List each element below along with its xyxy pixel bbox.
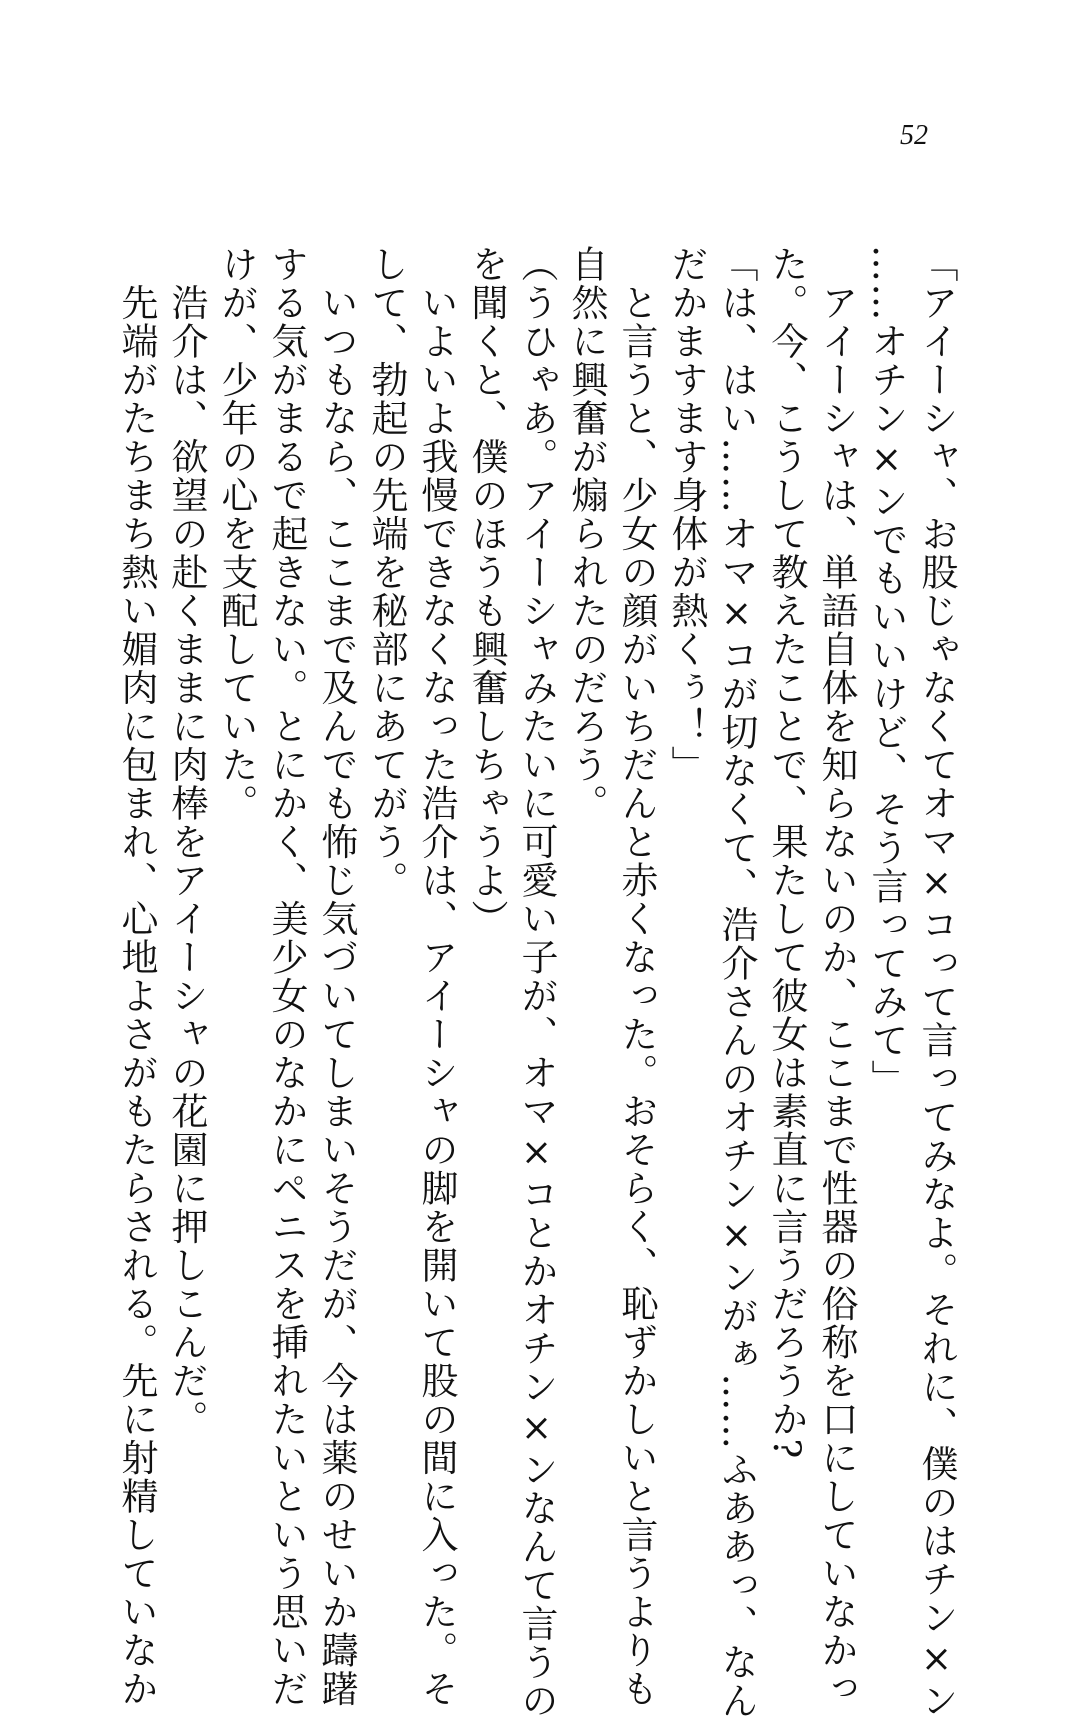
text-line: 自然に興奮が煽られたのだろう。 — [565, 245, 608, 823]
text-line: 浩介は、欲望の赴くままに肉棒をアイーシャの花園に押しこんだ。 — [165, 245, 208, 1439]
text-line: 先端がたちまち熱い媚肉に包まれ、心地よさがもたらされる。先に射精していなか — [115, 245, 158, 1708]
page-number: 52 — [900, 120, 928, 151]
text-line: た。今、こうして教えたことで、果たして彼女は素直に言うだろうか? — [765, 245, 808, 1460]
body-text — [115, 245, 961, 1720]
text-line: けが、少年の心を支配していた。 — [215, 245, 258, 823]
text-line: いつもなら、ここまで及んでも怖じ気づいてしまいそうだが、今は薬のせいか躊躇 — [315, 245, 358, 1708]
text-line: して、勃起の先端を秘部にあてがう。 — [365, 245, 408, 900]
text-line: 「アイーシャ、お股じゃなくてオマ×コって言ってみなよ。それに、僕のはチン×ン — [915, 245, 958, 1720]
text-line: 「は、はい……オマ×コが切なくて、浩介さんのオチン×ンがぁ……ふああっ、なん — [715, 245, 758, 1720]
text-line: （うひゃあ。アイーシャみたいに可愛い子が、オマ×コとかオチン×ンなんて言うの — [515, 245, 558, 1720]
text-line: する気がまるで起きない。とにかく、美少女のなかにペニスを挿れたいという思いだ — [265, 245, 308, 1708]
text-line: を聞くと、僕のほうも興奮しちゃうよ） — [465, 245, 508, 938]
text-line: と言うと、少女の顔がいちだんと赤くなった。おそらく、恥ずかしいと言うよりも — [615, 245, 658, 1708]
text-line: いよいよ我慢できなくなった浩介は、アイーシャの脚を開いて股の間に入った。そ — [415, 245, 458, 1708]
text-line: だかますます身体が熱くぅ！」 — [665, 245, 708, 784]
text-line: ……オチン×ンでもいいけど、そう言ってみて」 — [865, 245, 908, 1098]
text-line: アイーシャは、単語自体を知らないのか、ここまで性器の俗称を口にしていなかっ — [815, 245, 858, 1708]
